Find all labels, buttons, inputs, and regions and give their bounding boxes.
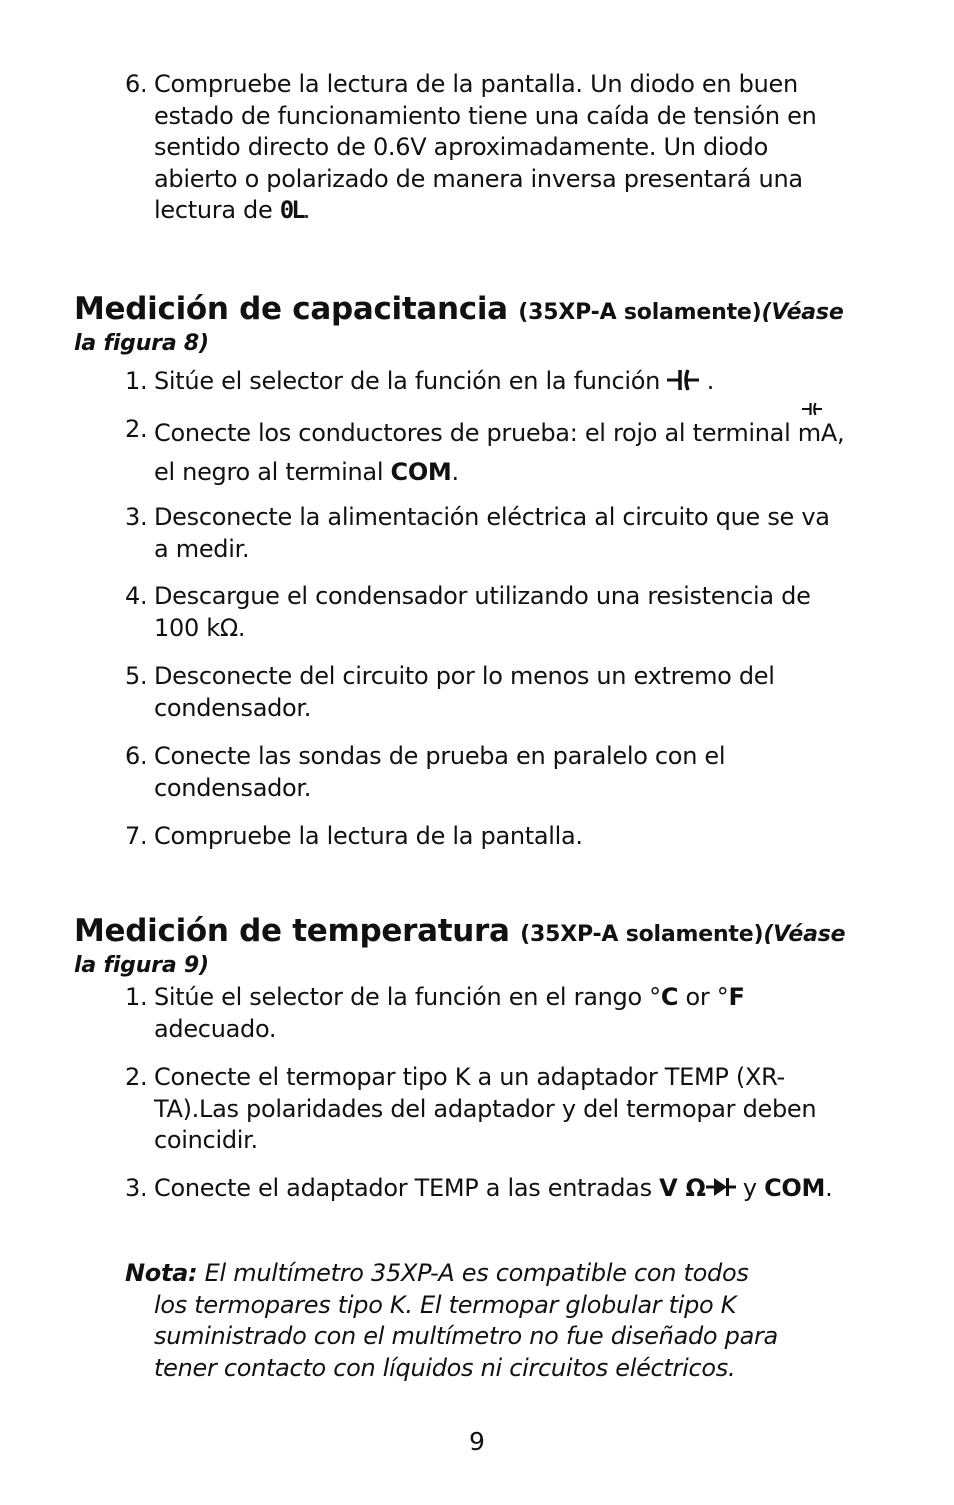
step-mid: , el negro al terminal — [154, 419, 845, 486]
diode-step-6 — [125, 69, 845, 227]
step-number: 5. — [125, 662, 148, 690]
capacitance-step-4 — [125, 581, 845, 644]
temperature-step-2 — [125, 1062, 845, 1157]
step-end: . — [699, 367, 715, 395]
com-input: COM — [764, 1174, 826, 1202]
capacitance-step-7 — [125, 821, 845, 853]
temperature-heading — [74, 915, 854, 981]
temperature-step-1 — [125, 982, 845, 1045]
ol-reading: 0L — [279, 196, 303, 224]
capacitance-heading — [74, 293, 854, 359]
capacitance-step-2 — [125, 414, 845, 492]
step-end: . — [825, 1174, 833, 1202]
step-number: 4. — [125, 582, 148, 610]
note-text: El multímetro 35XP-A es compatible con todos — [197, 1259, 749, 1287]
step-end: . — [302, 196, 311, 224]
step-number: 7. — [125, 822, 148, 850]
step-text: Desconecte del circuito por lo menos un extremo del condensador. — [154, 662, 775, 722]
temperature-model-note: (35XP-A solamente) — [520, 922, 764, 947]
fahrenheit-label: F — [728, 983, 745, 1011]
thermocouple-note — [125, 1258, 845, 1384]
step-body: Compruebe la lectura de la pantalla. Un diodo en buen estado de funcionamiento tiene una caída de tensión en sentido directo de 0.6V aproximadamente. Un diodo abierto o polarizado de manera inversa presentará una lectura de — [154, 70, 817, 224]
step-number: 1. — [125, 983, 148, 1011]
v-ohm-input: V Ω — [659, 1174, 706, 1202]
temperature-figure-ref: (Véase — [763, 922, 846, 947]
step-number: 3. — [125, 503, 148, 531]
step-text — [154, 69, 845, 227]
ma-terminal — [798, 414, 837, 453]
capacitor-small-icon — [802, 402, 822, 416]
page-number: 9 — [469, 1427, 485, 1456]
capacitance-figure-ref-2: la figura 8) — [74, 331, 209, 356]
note-label: Nota: — [125, 1259, 198, 1287]
step-text: Compruebe la lectura de la pantalla. — [154, 822, 583, 850]
step-body: Conecte los conductores de prueba: el rojo al terminal — [154, 419, 798, 447]
capacitance-step-6 — [125, 741, 845, 804]
temperature-step-3 — [125, 1173, 845, 1205]
note-continuation: los termopares tipo K. El termopar globular tipo K suministrado con el multímetro no fue diseñado para tener contacto con líquidos ni circuitos eléctricos. — [154, 1290, 778, 1382]
step-number: 2. — [125, 415, 148, 443]
capacitance-figure-ref: (Véase — [761, 300, 844, 325]
step-text — [154, 982, 845, 1045]
ma-label: mA — [797, 419, 837, 447]
diode-icon — [706, 1176, 736, 1198]
step-body: Sitúe el selector de la función en el rango ° — [154, 983, 661, 1011]
step-number: 6. — [125, 742, 148, 770]
step-number: 1. — [125, 367, 148, 395]
step-number: 6. — [125, 70, 148, 98]
step-body: Conecte el adaptador TEMP a las entradas — [154, 1174, 660, 1202]
celsius-label: C — [660, 983, 679, 1011]
capacitance-step-3 — [125, 502, 845, 565]
capacitance-title: Medición de capacitancia — [74, 291, 519, 327]
step-text — [154, 1173, 845, 1205]
step-end: . — [451, 458, 459, 486]
capacitor-icon — [667, 369, 699, 391]
step-mid: y — [735, 1174, 765, 1202]
step-number: 3. — [125, 1174, 148, 1202]
step-text — [154, 414, 845, 492]
capacitance-step-5 — [125, 661, 845, 724]
capacitance-step-1 — [125, 366, 845, 398]
step-end: adecuado. — [154, 1014, 277, 1043]
step-body: Sitúe el selector de la función en la función — [154, 367, 668, 395]
capacitance-model-note: (35XP-A solamente) — [518, 300, 762, 325]
com-terminal: COM — [390, 458, 452, 486]
step-number: 2. — [125, 1063, 148, 1091]
temperature-figure-ref-2: la figura 9) — [74, 953, 209, 978]
step-text: Conecte el termopar tipo K a un adaptador TEMP (XR-TA).Las polaridades del adaptador y del termopar deben coincidir. — [154, 1063, 817, 1154]
step-text — [154, 366, 845, 398]
step-text: Conecte las sondas de prueba en paralelo con el condensador. — [154, 742, 726, 802]
step-text: Descargue el condensador utilizando una resistencia de 100 kΩ. — [154, 582, 811, 642]
step-text: Desconecte la alimentación eléctrica al circuito que se va a medir. — [154, 503, 830, 563]
step-mid: or ° — [678, 983, 729, 1011]
temperature-title: Medición de temperatura — [74, 913, 521, 949]
